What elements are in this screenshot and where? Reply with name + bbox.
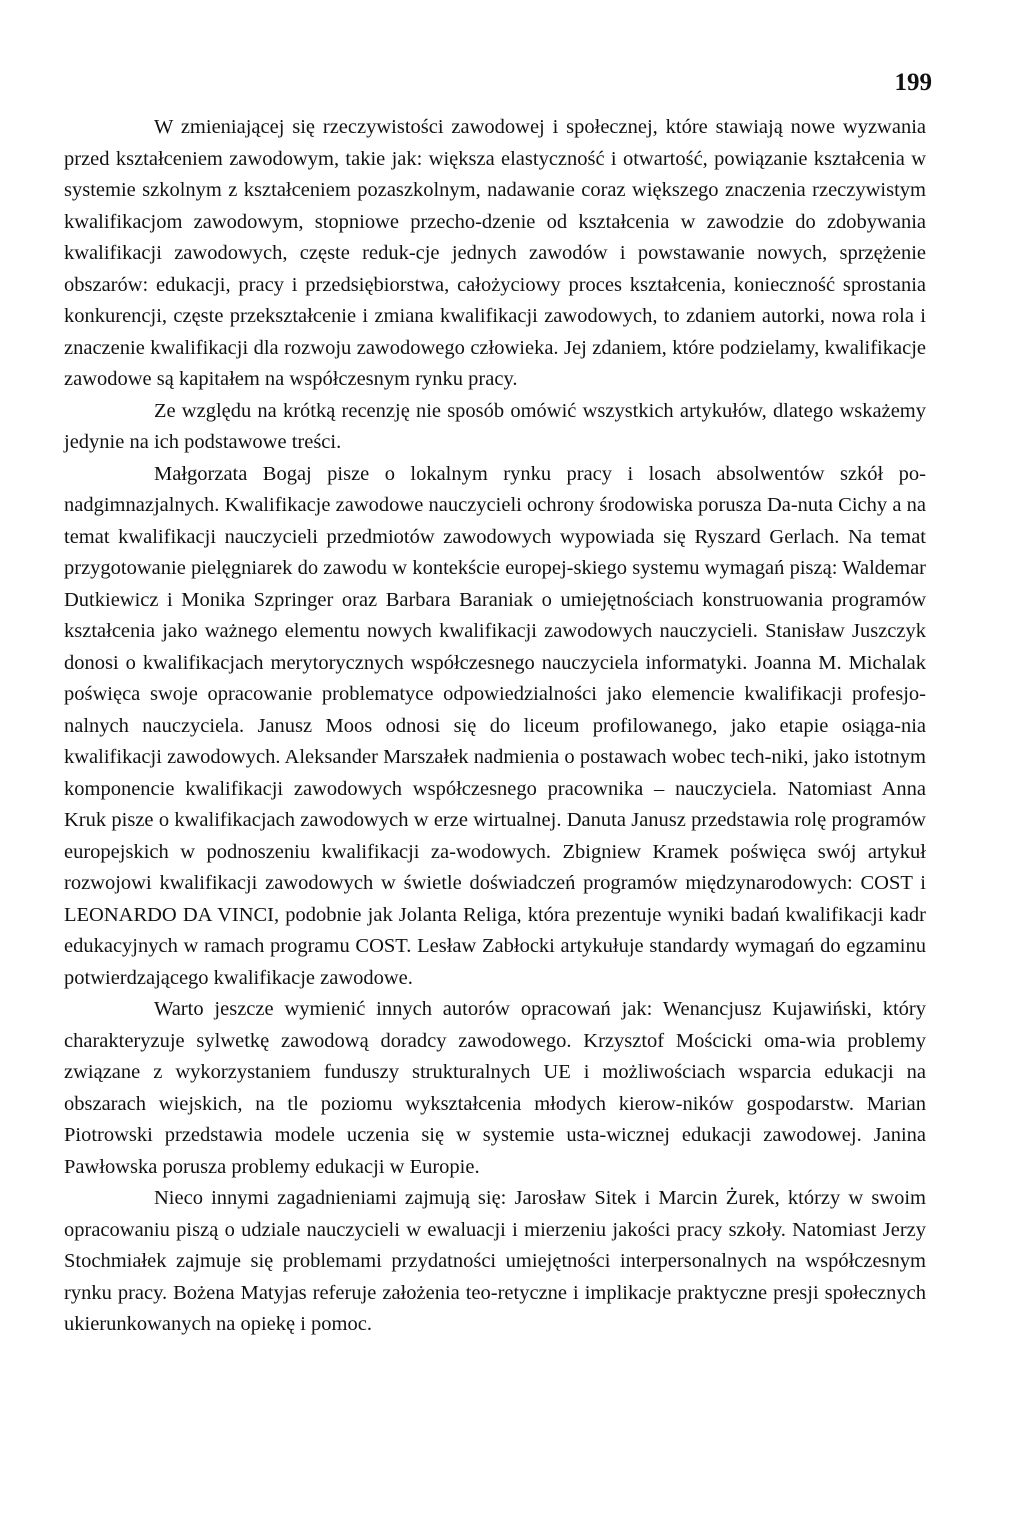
- page-number: 199: [894, 69, 932, 96]
- paragraph-article-authors: Małgorzata Bogaj pisze o lokalnym rynku pracy i losach absolwentów szkół po-nadgimnazjalnych. Kwalifikacje zawodowe nauczycieli ochrony środowiska porusza Da-nuta Cichy a na temat kwalifikacji nauczycieli przedmiotów zawodowych wypowiada się Ryszard Gerlach. Na temat przygotowanie pielęgniarek do zawodu w kontekście europej-skiego systemu wymagań piszą: Waldemar Dutkiewicz i Monika Szpringer oraz Barbara Baraniak o umiejętnościach konstruowania programów kształcenia jako ważnego elementu nowych kwalifikacji zawodowych nauczycieli. Stanisław Juszczyk donosi o kwalifikacjach merytorycznych współczesnego nauczyciela informatyki. Joanna M. Michalak poświęca swoje opracowanie problematyce odpowiedzialności jako elemencie kwalifikacji profesjo-nalnych nauczyciela. Janusz Moos odnosi się do liceum profilowanego, jako etapie osiąga-nia kwalifikacji zawodowych. Aleksander Marszałek nadmienia o postawach wobec tech-niki, jako istotnym komponencie kwalifikacji zawodowych współczesnego pracownika – nauczyciela. Natomiast Anna Kruk pisze o kwalifikacjach zawodowych w erze wirtualnej. Danuta Janusz przedstawia rolę programów europejskich w podnoszeniu kwalifikacji za-wodowych. Zbigniew Kramek poświęca swój artykuł rozwojowi kwalifikacji zawodowych w świetle doświadczeń programów międzynarodowych: COST i LEONARDO DA VINCI, podobnie jak Jolanta Religa, która prezentuje wyniki badań kwalifikacji kadr edukacyjnych w ramach programu COST. Lesław Zabłocki artykułuje standardy wymagań do egzaminu potwierdzającego kwalifikacje zawodowe.: [64, 462, 926, 989]
- paragraph-review-note: Ze względu na krótką recenzję nie sposób omówić wszystkich artykułów, dlatego wskażemy jedynie na ich podstawowe treści.: [64, 399, 926, 453]
- paragraph-other-topics: Nieco innymi zagadnieniami zajmują się: Jarosław Sitek i Marcin Żurek, którzy w swoim opracowaniu piszą o udziale nauczycieli w ewaluacji i mierzeniu jakości pracy szkoły. Natomiast Jerzy Stochmiałek zajmuje się problemami przydatności umiejętności interpersonalnych na współczesnym rynku pracy. Bożena Matyjas referuje założenia teo-retyczne i implikacje praktyczne presji społecznych ukierunkowanych na opiekę i pomoc.: [64, 1187, 926, 1335]
- paragraph-qualifications-intro: W zmieniającej się rzeczywistości zawodowej i społecznej, które stawiają nowe wyzwania przed kształceniem zawodowym, takie jak: większa elastyczność i otwartość, powiązanie kształcenia w systemie szkolnym z kształceniem pozaszkolnym, nadawanie coraz większego znaczenia rzeczywistym kwalifikacjom zawodowym, stopniowe przecho-dzenie od kształcenia w zawodzie do zdobywania kwalifikacji zawodowych, częste reduk-cje jednych zawodów i powstawanie nowych, sprzężenie obszarów: edukacji, pracy i przedsiębiorstwa, całożyciowy proces kształcenia, konieczność sprostania konkurencji, częste przekształcenie i zmiana kwalifikacji zawodowych, to zdaniem autorki, nowa rola i znaczenie kwalifikacji dla rozwoju zawodowego człowieka. Jej zdaniem, które podzielamy, kwalifikacje zawodowe są kapitałem na współczesnym rynku pracy.: [64, 116, 926, 390]
- body-text: [64, 112, 926, 1341]
- paragraph-other-authors: Warto jeszcze wymienić innych autorów opracowań jak: Wenancjusz Kujawiński, który charakteryzuje sylwetkę zawodową doradcy zawodowego. Krzysztof Mościcki oma-wia problemy związane z wykorzystaniem funduszy strukturalnych UE i możliwościach wsparcia edukacji na obszarach wiejskich, na tle poziomu wykształcenia młodych kierow-ników gospodarstw. Marian Piotrowski przedstawia modele uczenia się w systemie usta-wicznej edukacji zawodowej. Janina Pawłowska porusza problemy edukacji w Europie.: [64, 998, 926, 1178]
